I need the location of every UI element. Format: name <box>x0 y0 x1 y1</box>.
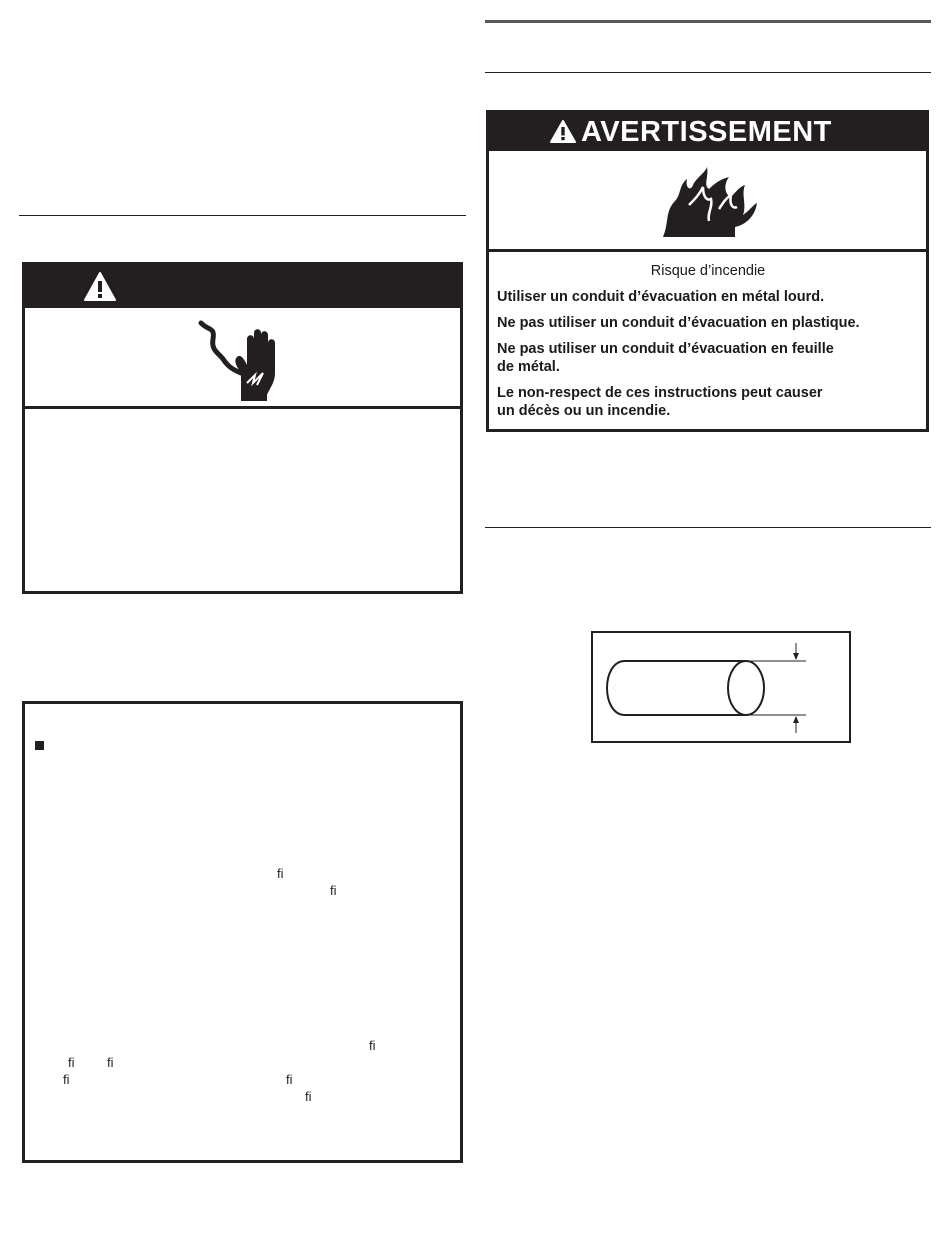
right-section-rule-2 <box>485 527 931 528</box>
warning-triangle-icon <box>83 271 117 303</box>
fire-warning-header <box>489 113 926 151</box>
warning-title: AVERTISSEMENT <box>581 116 832 148</box>
warning-line: Utiliser un conduit d’évacuation en métal lourd. <box>497 289 825 305</box>
warning-line: de métal. <box>497 359 560 375</box>
fire-warning-divider <box>489 249 926 252</box>
ligature-fi: ﬁ <box>369 1038 376 1053</box>
warning-triangle-icon <box>550 120 576 144</box>
left-section-rule <box>19 215 466 216</box>
duct-cylinder-diagram <box>591 631 851 743</box>
fire-flames-icon <box>659 165 759 239</box>
right-section-rule-1 <box>485 72 931 73</box>
electrical-shock-hand-icon <box>197 317 297 402</box>
square-bullet-icon <box>35 741 44 750</box>
ligature-fi: ﬁ <box>277 866 284 881</box>
ligature-fi: ﬁ <box>63 1072 70 1087</box>
ligature-fi: ﬁ <box>305 1089 312 1104</box>
ligature-fi: ﬁ <box>68 1055 75 1070</box>
ligature-fi: ﬁ <box>286 1072 293 1087</box>
warning-subtitle: Risque d’incendie <box>650 263 766 279</box>
top-right-rule <box>485 20 931 23</box>
instruction-box <box>22 701 463 1163</box>
warning-line: Le non-respect de ces instructions peut causer <box>497 385 823 401</box>
shock-warning-header <box>25 265 460 308</box>
ligature-fi: ﬁ <box>330 883 337 898</box>
shock-warning-divider <box>25 406 460 409</box>
shock-warning-box <box>22 262 463 594</box>
warning-line: un décès ou un incendie. <box>497 403 671 419</box>
warning-line: Ne pas utiliser un conduit d’évacuation en plastique. <box>497 315 860 331</box>
warning-line: Ne pas utiliser un conduit d’évacuation en feuille <box>497 341 834 357</box>
ligature-fi: ﬁ <box>107 1055 114 1070</box>
